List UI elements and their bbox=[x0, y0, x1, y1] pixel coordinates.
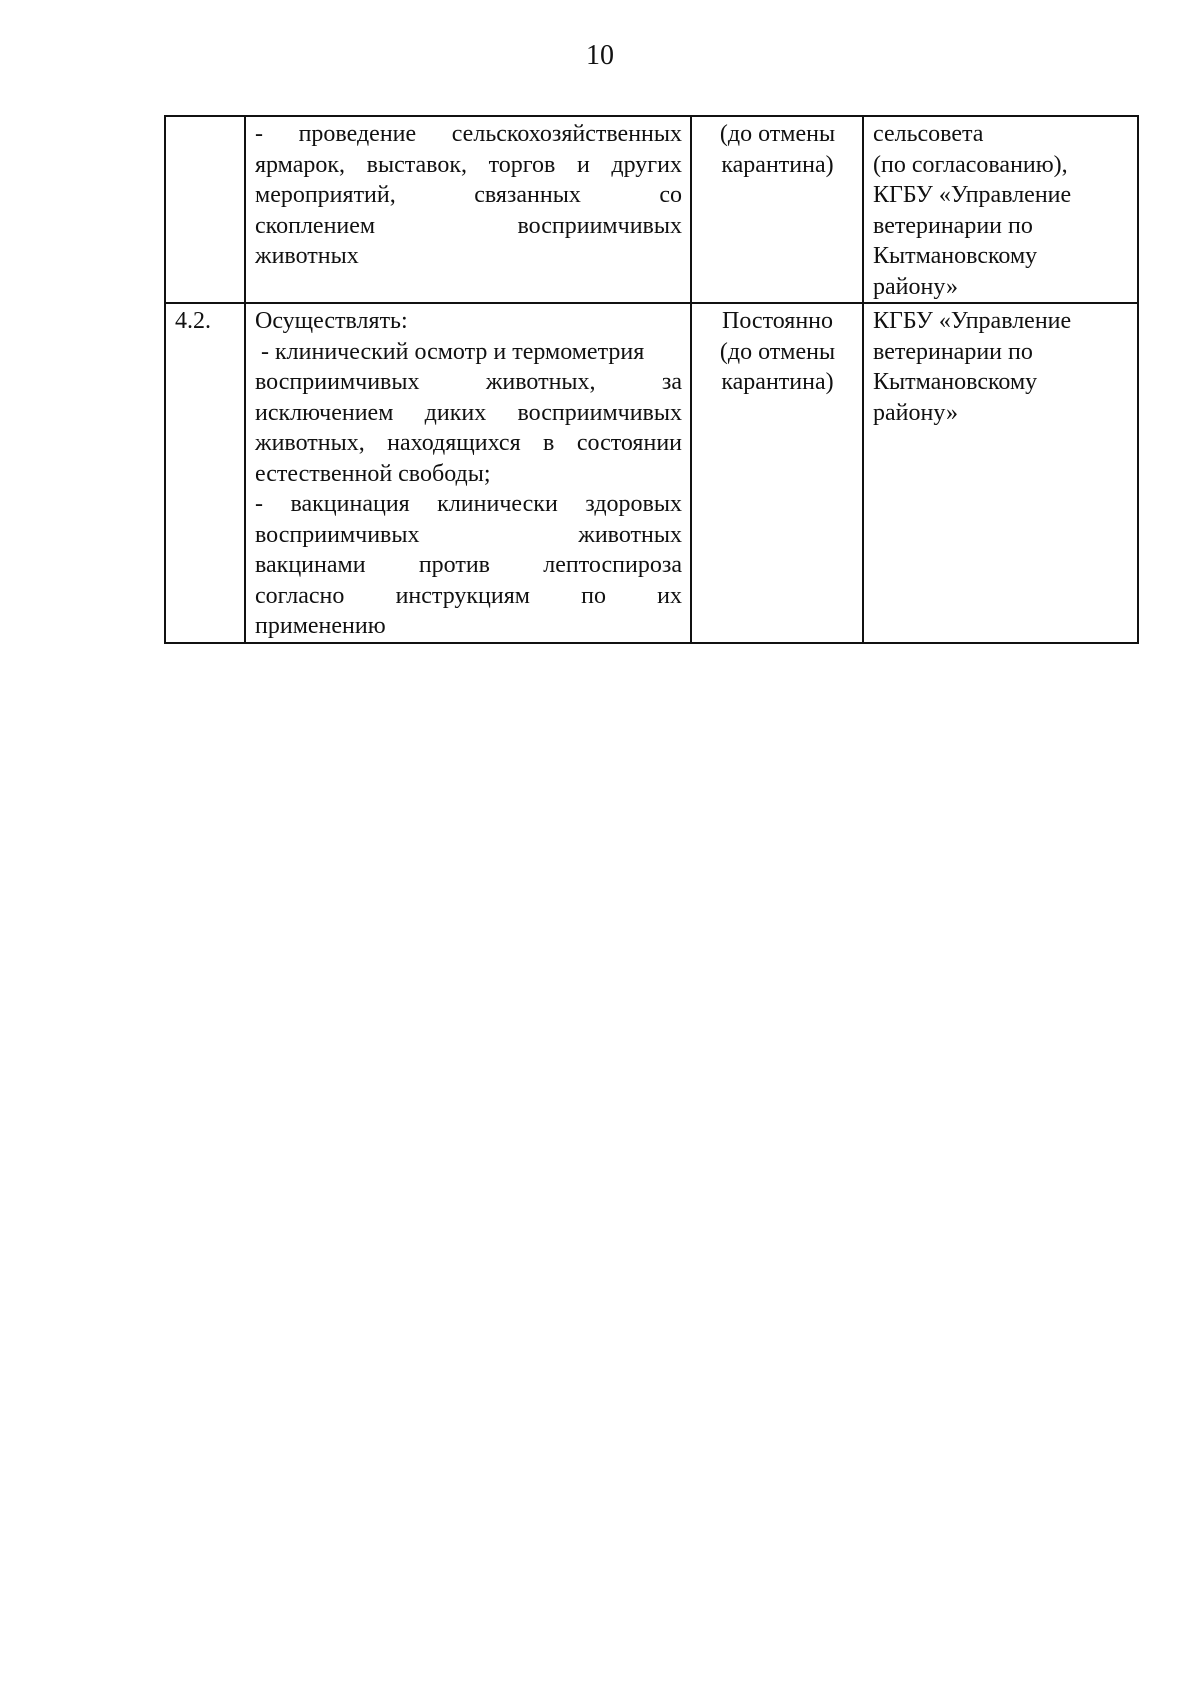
text-line: восприимчивых животных bbox=[255, 521, 682, 548]
responsible-line: району» bbox=[873, 399, 958, 426]
table-row bbox=[165, 116, 1138, 303]
responsible-line: Кытмановскому bbox=[873, 243, 1038, 269]
term-line: Постоянно bbox=[721, 308, 834, 334]
row-number-cell bbox=[165, 116, 245, 303]
term-line: (до отмены bbox=[719, 338, 836, 365]
text-line: животных, находящихся в состоянии bbox=[255, 430, 682, 456]
page-number: 10 bbox=[586, 40, 614, 71]
text-line: мероприятий, связанных со bbox=[255, 182, 682, 208]
term-line: карантина) bbox=[721, 369, 834, 395]
text-line: согласно инструкциям по их bbox=[255, 582, 682, 609]
measure-text-cell bbox=[245, 303, 691, 643]
responsible-line: ветеринарии по bbox=[873, 212, 1033, 239]
term-line: (до отмены bbox=[719, 121, 836, 147]
responsible-cell bbox=[863, 303, 1138, 643]
text-line: скоплением восприимчивых bbox=[255, 212, 682, 239]
measures-table bbox=[164, 115, 1139, 644]
term-cell bbox=[691, 303, 863, 643]
text-line: ярмарок, выставок, торгов и других bbox=[255, 151, 682, 178]
responsible-line: КГБУ «Управление bbox=[873, 182, 1072, 208]
term-cell bbox=[691, 116, 863, 303]
text-line: животных bbox=[255, 243, 359, 269]
responsible-line: КГБУ «Управление bbox=[873, 308, 1072, 334]
responsible-cell bbox=[863, 116, 1138, 303]
table-row bbox=[165, 303, 1138, 643]
text-line: вакцинами против лептоспироза bbox=[255, 552, 682, 578]
text-line: - вакцинация клинически здоровых bbox=[255, 491, 682, 517]
term-line: карантина) bbox=[721, 151, 834, 178]
text-line: Осуществлять: bbox=[255, 308, 408, 334]
measure-text-cell bbox=[245, 116, 691, 303]
responsible-line: району» bbox=[873, 273, 958, 300]
responsible-line: (по согласованию), bbox=[873, 151, 1068, 178]
responsible-line: сельсовета bbox=[873, 121, 984, 147]
row-number-cell: 4.2. bbox=[165, 303, 245, 643]
text-line: применению bbox=[255, 613, 386, 639]
text-line: - проведение сельскохозяйственных bbox=[255, 121, 682, 147]
text-line: восприимчивых животных, за bbox=[255, 369, 682, 395]
text-line: исключением диких восприимчивых bbox=[255, 399, 682, 426]
text-line: - клинический осмотр и термометрия bbox=[255, 338, 645, 365]
responsible-line: ветеринарии по bbox=[873, 338, 1033, 365]
responsible-line: Кытмановскому bbox=[873, 369, 1038, 395]
text-line: естественной свободы; bbox=[255, 460, 491, 487]
